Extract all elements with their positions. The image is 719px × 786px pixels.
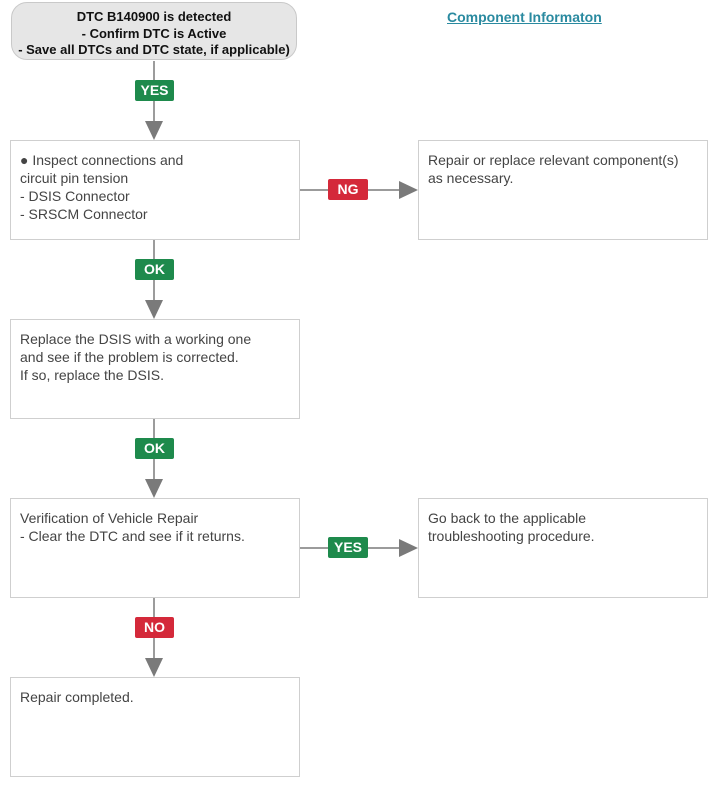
- step-text: - SRSCM Connector: [20, 206, 148, 222]
- yes-badge: YES: [328, 537, 368, 558]
- step-repair-completed: [10, 677, 300, 777]
- yes-badge: YES: [135, 80, 174, 101]
- step-text: Replace the DSIS with a working one: [20, 331, 252, 347]
- ok-badge: OK: [135, 259, 174, 280]
- arrow-head: [145, 121, 163, 140]
- component-information-link[interactable]: Component Informaton: [447, 9, 602, 25]
- step-text: Repair or replace relevant component(s): [428, 152, 679, 168]
- no-badge: NO: [135, 617, 174, 638]
- step-text: Go back to the applicable: [428, 510, 586, 526]
- step-inspect-connections: [10, 140, 300, 240]
- ng-badge: NG: [328, 179, 368, 200]
- step-text: - Clear the DTC and see if it returns.: [20, 528, 245, 544]
- step-text: as necessary.: [428, 170, 514, 186]
- start-line: - Confirm DTC is Active: [81, 25, 227, 41]
- step-text: ● Inspect connections and: [20, 152, 184, 168]
- step-text: - DSIS Connector: [20, 188, 130, 204]
- step-replace-dsis: [10, 319, 300, 419]
- step-text: If so, replace the DSIS.: [20, 367, 164, 383]
- step-text: Repair completed.: [20, 689, 134, 705]
- arrow-head: [399, 539, 418, 557]
- start-node-dtc-detected: [11, 2, 297, 60]
- step-text: circuit pin tension: [20, 170, 129, 186]
- arrow-head: [145, 300, 163, 319]
- step-repair-or-replace: [418, 140, 708, 240]
- arrow-head: [145, 479, 163, 498]
- step-text: Verification of Vehicle Repair: [20, 510, 199, 526]
- step-verification: [10, 498, 300, 598]
- arrow-head: [145, 658, 163, 677]
- ok-badge: OK: [135, 438, 174, 459]
- start-line: - Save all DTCs and DTC state, if applicable): [18, 42, 290, 57]
- arrow-head: [399, 181, 418, 199]
- start-line: DTC B140900 is detected: [76, 9, 232, 24]
- step-go-back: [418, 498, 708, 598]
- step-text: troubleshooting procedure.: [428, 528, 595, 544]
- step-text: and see if the problem is corrected.: [20, 349, 239, 365]
